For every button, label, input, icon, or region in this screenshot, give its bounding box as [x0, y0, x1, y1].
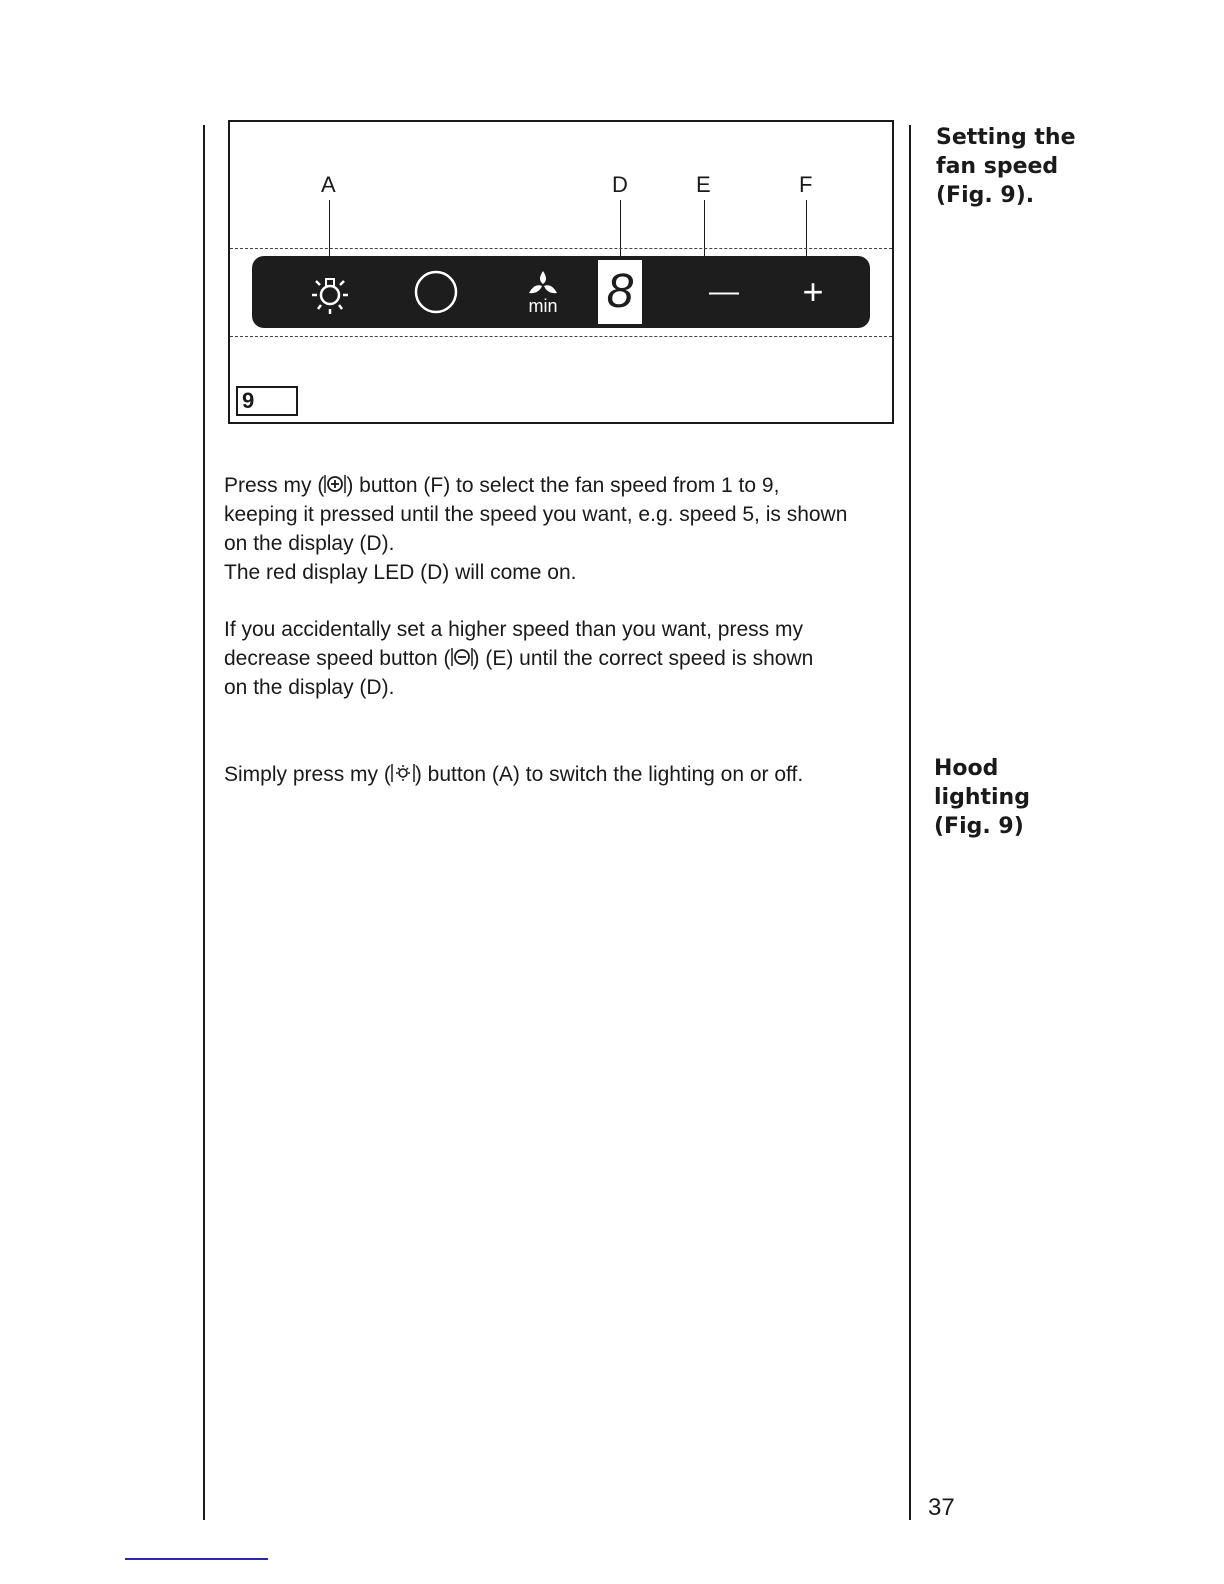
- power-button[interactable]: [404, 256, 468, 328]
- control-panel: [252, 256, 870, 328]
- heading2-line2: lighting: [934, 785, 1030, 810]
- para1-line2: keeping it pressed until the speed you want, e.g. speed 5, is shown: [224, 503, 848, 526]
- callout-a: A: [321, 172, 336, 197]
- para1-line4: The red display LED (D) will come on.: [224, 561, 577, 584]
- para2-line2-end: ) (E) until the correct speed is shown: [472, 647, 814, 670]
- paragraph-lighting: [224, 760, 892, 789]
- para2-line3: on the display (D).: [224, 676, 395, 699]
- para1-line1: [224, 471, 892, 500]
- figure-dashed-line-top: [230, 248, 892, 249]
- heading1-line1: Setting the: [936, 125, 1076, 150]
- light-small-icon: [391, 762, 415, 784]
- figure-dashed-line-bottom: [230, 336, 892, 337]
- paragraph-decrease-speed: [224, 615, 892, 702]
- heading1-line3: (Fig. 9).: [936, 183, 1035, 208]
- speed-display: [598, 260, 642, 324]
- leader-e: [704, 200, 705, 260]
- heading-setting-fan-speed: [936, 123, 1136, 210]
- power-icon: [412, 268, 460, 316]
- figure-label: 9: [236, 386, 298, 416]
- para2-line2: [224, 644, 892, 673]
- minus-circle-icon: [451, 646, 473, 668]
- figure-9: [228, 120, 894, 424]
- plus-icon: +: [802, 271, 824, 312]
- leader-f: [806, 200, 807, 260]
- para1-line1-end: ) button (F) to select the fan speed from 1 to 9,: [346, 474, 780, 497]
- callout-f: F: [799, 172, 813, 197]
- para2-line1: If you accidentally set a higher speed than you want, press my: [224, 618, 803, 641]
- para1-line1-start: Press my (: [224, 474, 325, 497]
- fan-min-button[interactable]: [508, 256, 578, 328]
- display-digit: 8: [606, 265, 634, 318]
- min-label: min: [528, 296, 558, 316]
- minus-button[interactable]: [694, 256, 754, 328]
- para2-line2-start: decrease speed button (: [224, 647, 451, 670]
- left-margin-rule: [203, 125, 205, 1520]
- leader-d: [620, 200, 621, 262]
- heading1-line2: fan speed: [936, 154, 1059, 179]
- light-button[interactable]: [298, 256, 362, 328]
- heading-hood-lighting: [934, 754, 1134, 841]
- para3-line1-end: ) button (A) to switch the lighting on or off.: [414, 763, 804, 786]
- light-icon: [308, 267, 352, 317]
- paragraph-fan-speed: [224, 471, 892, 587]
- para3-line1-start: Simply press my (: [224, 763, 391, 786]
- minus-icon: —: [709, 275, 739, 308]
- plus-circle-icon: [324, 473, 346, 495]
- fan-icon: [525, 269, 561, 297]
- right-column-rule: [909, 125, 911, 1520]
- para1-line3: on the display (D).: [224, 532, 395, 555]
- para3-line1: [224, 760, 892, 789]
- bottom-edge-line: [125, 1558, 268, 1560]
- callout-d: D: [612, 172, 628, 197]
- heading2-line1: Hood: [934, 756, 999, 781]
- page-number: 37: [928, 1494, 955, 1521]
- plus-button[interactable]: [780, 256, 846, 328]
- heading2-line3: (Fig. 9): [934, 814, 1024, 839]
- callout-e: E: [696, 172, 711, 197]
